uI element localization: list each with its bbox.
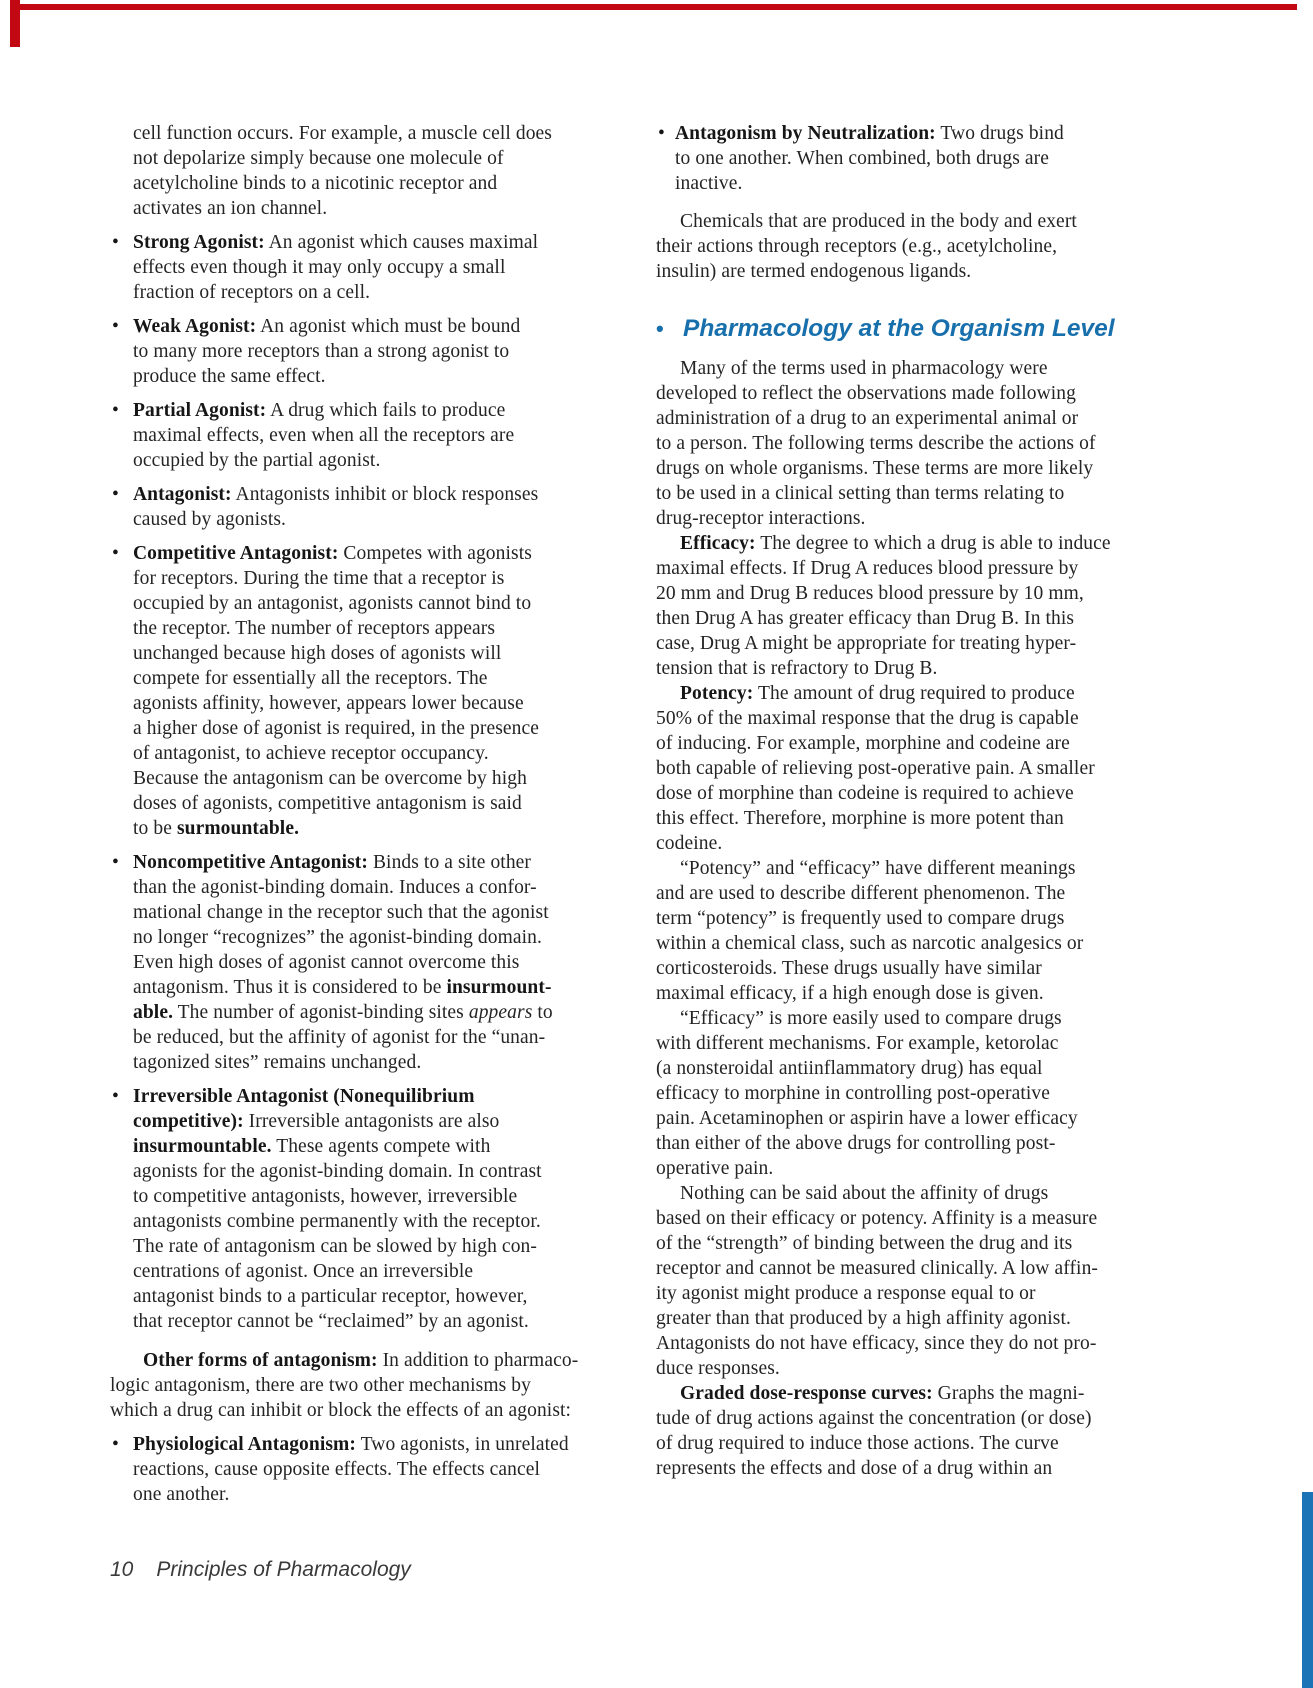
- text-line: produce the same effect.: [133, 366, 326, 387]
- text-line: tagonized sites” remains unchanged.: [133, 1052, 422, 1073]
- paragraph: [110, 1348, 622, 1423]
- text-line: to competitive antagonists, however, irreversible: [133, 1186, 518, 1207]
- paragraph: [110, 121, 622, 221]
- bullet-marker-icon: •: [112, 1086, 119, 1107]
- bullet-item: [110, 850, 622, 1075]
- text-line: of inducing. For example, morphine and codeine are: [656, 733, 1070, 754]
- bullet-item: [110, 398, 622, 473]
- text-line: maximal effects, even when all the receptors are: [133, 425, 515, 446]
- text-line: operative pain.: [656, 1158, 774, 1179]
- bullet-item: [110, 314, 622, 389]
- text-line: Even high doses of agonist cannot overcome this: [133, 952, 520, 973]
- text-line: codeine.: [656, 833, 723, 854]
- left-edge-tab: [10, 0, 20, 47]
- page-footer: [110, 1558, 411, 1582]
- text-line: of the “strength” of binding between the drug and its: [656, 1233, 1073, 1254]
- paragraph: [656, 1181, 1126, 1381]
- text-line: Efficacy: The degree to which a drug is able to induce: [680, 533, 1111, 554]
- text-line: term “potency” is frequently used to compare drugs: [656, 908, 1065, 929]
- text-line: inactive.: [675, 173, 743, 194]
- text-line: Strong Agonist: An agonist which causes maximal: [133, 232, 539, 253]
- text-line: insurmountable. These agents compete with: [133, 1136, 491, 1157]
- text-line: Chemicals that are produced in the body and exert: [680, 211, 1077, 232]
- text-line: administration of a drug to an experimental animal or: [656, 408, 1079, 429]
- text-line: antagonists combine permanently with the receptor.: [133, 1211, 541, 1232]
- text-line: agonists for the agonist-binding domain. In contrast: [133, 1161, 542, 1182]
- text-line: that receptor cannot be “reclaimed” by an agonist.: [133, 1311, 529, 1332]
- text-line: one another.: [133, 1484, 230, 1505]
- top-edge-rule: [18, 4, 1297, 10]
- text-line: Graded dose-response curves: Graphs the magni-: [680, 1383, 1085, 1404]
- text-line: antagonism. Thus it is considered to be insurmount-: [133, 977, 552, 998]
- text-line: to many more receptors than a strong agonist to: [133, 341, 510, 362]
- text-line: The rate of antagonism can be slowed by high con-: [133, 1236, 537, 1257]
- text-line: for receptors. During the time that a receptor is: [133, 568, 505, 589]
- paragraph: [656, 531, 1126, 681]
- text-line: both capable of relieving post-operative pain. A smaller: [656, 758, 1095, 779]
- bullet-item: [110, 230, 622, 305]
- text-line: Irreversible Antagonist (Nonequilibrium: [133, 1086, 475, 1107]
- bullet-marker-icon: •: [112, 543, 119, 564]
- text-line: reactions, cause opposite effects. The effects cancel: [133, 1459, 541, 1480]
- bullet-marker-icon: •: [112, 400, 119, 421]
- bullet-marker-icon: •: [112, 1434, 119, 1455]
- text-line: within a chemical class, such as narcotic analgesics or: [656, 933, 1084, 954]
- text-line: cell function occurs. For example, a muscle cell does: [133, 123, 552, 144]
- paragraph: [656, 1006, 1126, 1181]
- text-line: developed to reflect the observations made following: [656, 383, 1076, 404]
- paragraph: [656, 209, 1126, 284]
- text-line: corticosteroids. These drugs usually have similar: [656, 958, 1042, 979]
- text-line: agonists affinity, however, appears lower because: [133, 693, 524, 714]
- text-line: case, Drug A might be appropriate for treating hyper-: [656, 633, 1077, 654]
- text-line: this effect. Therefore, morphine is more potent than: [656, 808, 1064, 829]
- text-line: activates an ion channel.: [133, 198, 328, 219]
- text-line: efficacy to morphine in controlling post-operative: [656, 1083, 1050, 1104]
- text-line: to be used in a clinical setting than terms relating to: [656, 483, 1065, 504]
- text-line: (a nonsteroidal antiinflammatory drug) has equal: [656, 1058, 1043, 1079]
- text-line: Because the antagonism can be overcome by high: [133, 768, 527, 789]
- text-line: than the agonist-binding domain. Induces a confor-: [133, 877, 537, 898]
- text-line: their actions through receptors (e.g., acetylcholine,: [656, 236, 1058, 257]
- text-line: drug-receptor interactions.: [656, 508, 866, 529]
- text-line: Partial Agonist: A drug which fails to produce: [133, 400, 506, 421]
- text-line: represents the effects and dose of a drug within an: [656, 1458, 1053, 1479]
- text-line: dose of morphine than codeine is required to achieve: [656, 783, 1074, 804]
- bullet-marker-icon: •: [112, 316, 119, 337]
- text-line: not depolarize simply because one molecule of: [133, 148, 504, 169]
- text-line: Other forms of antagonism: In addition to pharmaco-: [143, 1350, 579, 1371]
- heading-bullet-icon: •: [656, 316, 664, 341]
- text-line: insulin) are termed endogenous ligands.: [656, 261, 972, 282]
- text-line: Weak Agonist: An agonist which must be bound: [133, 316, 521, 337]
- right-column: [656, 121, 1126, 1481]
- bullet-marker-icon: •: [112, 852, 119, 873]
- text-line: ity agonist might produce a response equal to or: [656, 1283, 1036, 1304]
- section-heading: [656, 312, 1126, 346]
- text-line: “Efficacy” is more easily used to compare drugs: [680, 1008, 1062, 1029]
- text-line: tension that is refractory to Drug B.: [656, 658, 938, 679]
- text-line: Many of the terms used in pharmacology were: [680, 358, 1048, 379]
- text-line: logic antagonism, there are two other mechanisms by: [110, 1375, 531, 1396]
- bullet-marker-icon: •: [658, 123, 665, 144]
- text-line: acetylcholine binds to a nicotinic receptor and: [133, 173, 498, 194]
- text-line: Noncompetitive Antagonist: Binds to a site other: [133, 852, 532, 873]
- text-line: of drug required to induce those actions. The curve: [656, 1433, 1059, 1454]
- text-line: duce responses.: [656, 1358, 780, 1379]
- text-line: unchanged because high doses of agonists will: [133, 643, 502, 664]
- text-line: with different mechanisms. For example, ketorolac: [656, 1033, 1059, 1054]
- text-line: maximal efficacy, if a high enough dose is given.: [656, 983, 1044, 1004]
- text-line: compete for essentially all the receptors. The: [133, 668, 488, 689]
- text-line: Antagonists do not have efficacy, since they do not pro-: [656, 1333, 1097, 1354]
- page-number: 10: [110, 1558, 134, 1581]
- paragraph: [656, 856, 1126, 1006]
- text-line: antagonist binds to a particular receptor, however,: [133, 1286, 528, 1307]
- text-line: centrations of agonist. Once an irreversible: [133, 1261, 474, 1282]
- text-line: be reduced, but the affinity of agonist for the “unan-: [133, 1027, 546, 1048]
- text-line: then Drug A has greater efficacy than Drug B. In this: [656, 608, 1075, 629]
- text-line: to one another. When combined, both drugs are: [675, 148, 1049, 169]
- bullet-marker-icon: •: [112, 484, 119, 505]
- text-line: tude of drug actions against the concentration (or dose): [656, 1408, 1092, 1429]
- text-line: the receptor. The number of receptors appears: [133, 618, 496, 639]
- text-line: Antagonist: Antagonists inhibit or block responses: [133, 484, 539, 505]
- bullet-item: [110, 482, 622, 532]
- text-line: maximal effects. If Drug A reduces blood pressure by: [656, 558, 1079, 579]
- text-line: Potency: The amount of drug required to produce: [680, 683, 1075, 704]
- text-line: to a person. The following terms describe the actions of: [656, 433, 1096, 454]
- text-line: drugs on whole organisms. These terms are more likely: [656, 458, 1094, 479]
- text-line: and are used to describe different phenomenon. The: [656, 883, 1066, 904]
- running-title: Principles of Pharmacology: [156, 1558, 411, 1581]
- text-line: occupied by the partial agonist.: [133, 450, 381, 471]
- bullet-marker-icon: •: [112, 232, 119, 253]
- bullet-item: [110, 541, 622, 841]
- chapter-thumb-tab: [1302, 1492, 1313, 1688]
- text-line: greater than that produced by a high affinity agonist.: [656, 1308, 1071, 1329]
- text-line: which a drug can inhibit or block the effects of an agonist:: [110, 1400, 572, 1421]
- text-line: pain. Acetaminophen or aspirin have a lower efficacy: [656, 1108, 1078, 1129]
- bullet-item: [110, 1084, 622, 1334]
- text-line: mational change in the receptor such that the agonist: [133, 902, 549, 923]
- text-line: caused by agonists.: [133, 509, 286, 530]
- text-line: a higher dose of agonist is required, in the presence: [133, 718, 540, 739]
- text-line: based on their efficacy or potency. Affinity is a measure: [656, 1208, 1098, 1229]
- text-line: Antagonism by Neutralization: Two drugs bind: [675, 123, 1064, 144]
- text-line: fraction of receptors on a cell.: [133, 282, 371, 303]
- paragraph: [656, 1381, 1126, 1481]
- text-line: able. The number of agonist-binding sites appears to: [133, 1002, 553, 1023]
- text-line: “Potency” and “efficacy” have different meanings: [680, 858, 1076, 879]
- paragraph: [656, 356, 1126, 531]
- paragraph: [656, 681, 1126, 856]
- text-line: Physiological Antagonism: Two agonists, in unrelated: [133, 1434, 569, 1455]
- bullet-item: [110, 1432, 622, 1507]
- left-column: [110, 121, 622, 1507]
- text-line: than either of the above drugs for controlling post-: [656, 1133, 1056, 1154]
- text-line: Nothing can be said about the affinity of drugs: [680, 1183, 1049, 1204]
- text-line: effects even though it may only occupy a small: [133, 257, 506, 278]
- text-line: to be surmountable.: [133, 818, 300, 839]
- text-line: of antagonist, to achieve receptor occupancy.: [133, 743, 489, 764]
- text-line: no longer “recognizes” the agonist-binding domain.: [133, 927, 542, 948]
- text-line: doses of agonists, competitive antagonism is said: [133, 793, 522, 814]
- text-line: receptor and cannot be measured clinically. A low affin-: [656, 1258, 1099, 1279]
- text-line: Competitive Antagonist: Competes with agonists: [133, 543, 532, 564]
- text-line: competitive): Irreversible antagonists are also: [133, 1111, 500, 1132]
- text-line: occupied by an antagonist, agonists cannot bind to: [133, 593, 532, 614]
- text-line: 20 mm and Drug B reduces blood pressure by 10 mm,: [656, 583, 1084, 604]
- text-line: 50% of the maximal response that the drug is capable: [656, 708, 1079, 729]
- section-heading-text: Pharmacology at the Organism Level: [683, 315, 1115, 342]
- bullet-item: [656, 121, 1126, 196]
